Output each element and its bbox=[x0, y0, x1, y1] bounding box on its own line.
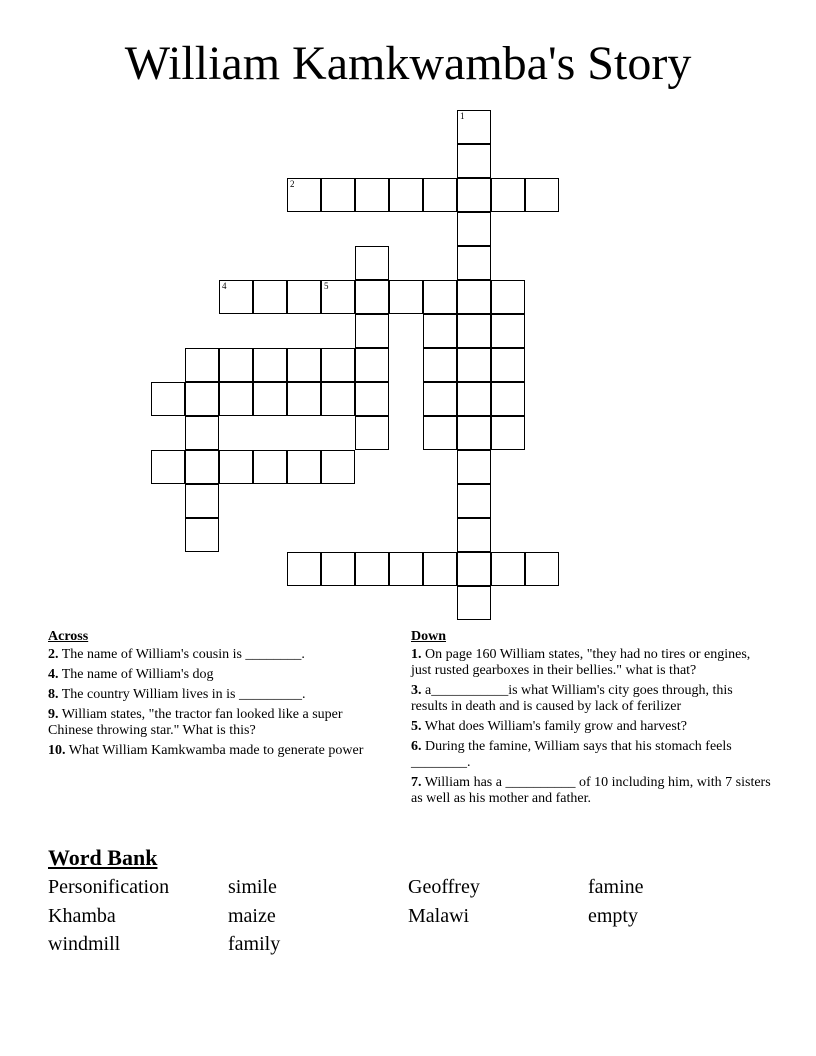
across-clue: 10. What William Kamkwamba made to generate power bbox=[48, 743, 364, 758]
grid-cell[interactable] bbox=[423, 280, 457, 314]
grid-cell[interactable] bbox=[287, 348, 321, 382]
grid-cell[interactable] bbox=[185, 484, 219, 518]
grid-cell[interactable] bbox=[457, 246, 491, 280]
grid-cell[interactable] bbox=[185, 382, 219, 416]
grid-cell[interactable] bbox=[457, 314, 491, 348]
grid-cell[interactable] bbox=[491, 280, 525, 314]
word-bank-word: Malawi bbox=[408, 905, 470, 927]
down-heading: Down bbox=[411, 629, 447, 644]
grid-cell[interactable] bbox=[321, 280, 355, 314]
grid-cell[interactable] bbox=[525, 552, 559, 586]
grid-cell[interactable] bbox=[491, 382, 525, 416]
grid-cell[interactable] bbox=[321, 450, 355, 484]
grid-cell[interactable] bbox=[389, 280, 423, 314]
grid-cell[interactable] bbox=[457, 348, 491, 382]
grid-cell[interactable] bbox=[355, 314, 389, 348]
grid-cell[interactable] bbox=[457, 382, 491, 416]
grid-cell[interactable] bbox=[253, 348, 287, 382]
grid-cell[interactable] bbox=[185, 518, 219, 552]
word-bank-title: Word Bank bbox=[48, 845, 158, 870]
grid-cell[interactable] bbox=[423, 178, 457, 212]
across-clues bbox=[48, 629, 368, 763]
grid-cell[interactable] bbox=[457, 280, 491, 314]
grid-cell[interactable] bbox=[253, 382, 287, 416]
grid-cell[interactable] bbox=[219, 348, 253, 382]
grid-cell[interactable] bbox=[457, 212, 491, 246]
down-clue: 1. On page 160 William states, "they had no tires or engines, just rusted gearboxes in their bellies." what is that? bbox=[411, 647, 751, 678]
grid-cell[interactable] bbox=[491, 348, 525, 382]
word-bank-word: Khamba bbox=[48, 905, 116, 927]
word-bank-word: Personification bbox=[48, 876, 170, 898]
page-title: William Kamkwamba's Story bbox=[124, 37, 692, 90]
down-clue: 7. William has a __________ of 10 including him, with 7 sisters as well as his mother and father. bbox=[411, 775, 771, 806]
grid-cell[interactable] bbox=[423, 348, 457, 382]
word-bank-word: empty bbox=[588, 905, 638, 927]
grid-cell[interactable] bbox=[457, 552, 491, 586]
clue-number: 4 bbox=[222, 281, 227, 291]
grid-cell[interactable] bbox=[457, 484, 491, 518]
grid-cell[interactable] bbox=[355, 552, 389, 586]
clue-number: 2 bbox=[290, 179, 295, 189]
down-clue: 3. a___________is what William's city goes through, this results in death and is caused by lack of ferilizer bbox=[411, 683, 733, 714]
across-heading: Across bbox=[48, 629, 89, 644]
grid-cell[interactable] bbox=[423, 382, 457, 416]
word-bank-word: windmill bbox=[48, 933, 121, 955]
across-clue: 2. The name of William's cousin is ________. bbox=[48, 647, 305, 662]
down-clues bbox=[411, 629, 771, 811]
grid-cell[interactable] bbox=[219, 382, 253, 416]
grid-cell[interactable] bbox=[355, 246, 389, 280]
grid-cell[interactable] bbox=[185, 416, 219, 450]
grid-cell[interactable] bbox=[321, 382, 355, 416]
grid-cell[interactable] bbox=[457, 416, 491, 450]
grid-cell[interactable] bbox=[253, 280, 287, 314]
down-clue: 5. What does William's family grow and harvest? bbox=[411, 719, 687, 734]
clue-number: 5 bbox=[324, 281, 329, 291]
grid-cell[interactable] bbox=[389, 178, 423, 212]
grid-cell[interactable] bbox=[491, 416, 525, 450]
grid-cell[interactable] bbox=[287, 178, 321, 212]
grid-cell[interactable] bbox=[457, 178, 491, 212]
word-bank-word: maize bbox=[228, 905, 276, 927]
grid-cell[interactable] bbox=[457, 586, 491, 620]
grid-cell[interactable] bbox=[491, 552, 525, 586]
grid-cell[interactable] bbox=[287, 552, 321, 586]
grid-cell[interactable] bbox=[491, 178, 525, 212]
grid-cell[interactable] bbox=[253, 450, 287, 484]
grid-cell[interactable] bbox=[525, 178, 559, 212]
word-bank-word: Geoffrey bbox=[408, 876, 480, 898]
grid-cell[interactable] bbox=[355, 348, 389, 382]
grid-cell[interactable] bbox=[219, 280, 253, 314]
grid-cell[interactable] bbox=[389, 552, 423, 586]
across-clue: 8. The country William lives in is _________. bbox=[48, 687, 306, 702]
grid-cell[interactable] bbox=[185, 450, 219, 484]
grid-cell[interactable] bbox=[423, 416, 457, 450]
grid-cell[interactable] bbox=[185, 348, 219, 382]
across-clue: 9. William states, "the tractor fan looked like a super Chinese throwing star." What is this? bbox=[48, 707, 343, 738]
word-bank-word: family bbox=[228, 933, 281, 955]
across-clue: 4. The name of William's dog bbox=[48, 667, 214, 682]
grid-cell[interactable] bbox=[355, 416, 389, 450]
grid-cell[interactable] bbox=[457, 110, 491, 144]
grid-cell[interactable] bbox=[355, 382, 389, 416]
grid-cell[interactable] bbox=[151, 450, 185, 484]
grid-cell[interactable] bbox=[151, 382, 185, 416]
down-clue: 6. During the famine, William says that his stomach feels ________. bbox=[411, 739, 732, 770]
grid-cell[interactable] bbox=[219, 450, 253, 484]
grid-cell[interactable] bbox=[457, 144, 491, 178]
word-bank-word: famine bbox=[588, 876, 644, 898]
grid-cell[interactable] bbox=[287, 382, 321, 416]
word-bank-word: simile bbox=[228, 876, 277, 898]
grid-cell[interactable] bbox=[423, 314, 457, 348]
grid-cell[interactable] bbox=[355, 178, 389, 212]
grid-cell[interactable] bbox=[423, 552, 457, 586]
grid-cell[interactable] bbox=[287, 450, 321, 484]
grid-cell[interactable] bbox=[321, 552, 355, 586]
grid-cell[interactable] bbox=[321, 178, 355, 212]
grid-cell[interactable] bbox=[491, 314, 525, 348]
grid-cell[interactable] bbox=[457, 518, 491, 552]
clue-number: 1 bbox=[460, 111, 465, 121]
grid-cell[interactable] bbox=[321, 348, 355, 382]
grid-cell[interactable] bbox=[355, 280, 389, 314]
grid-cell[interactable] bbox=[287, 280, 321, 314]
grid-cell[interactable] bbox=[457, 450, 491, 484]
